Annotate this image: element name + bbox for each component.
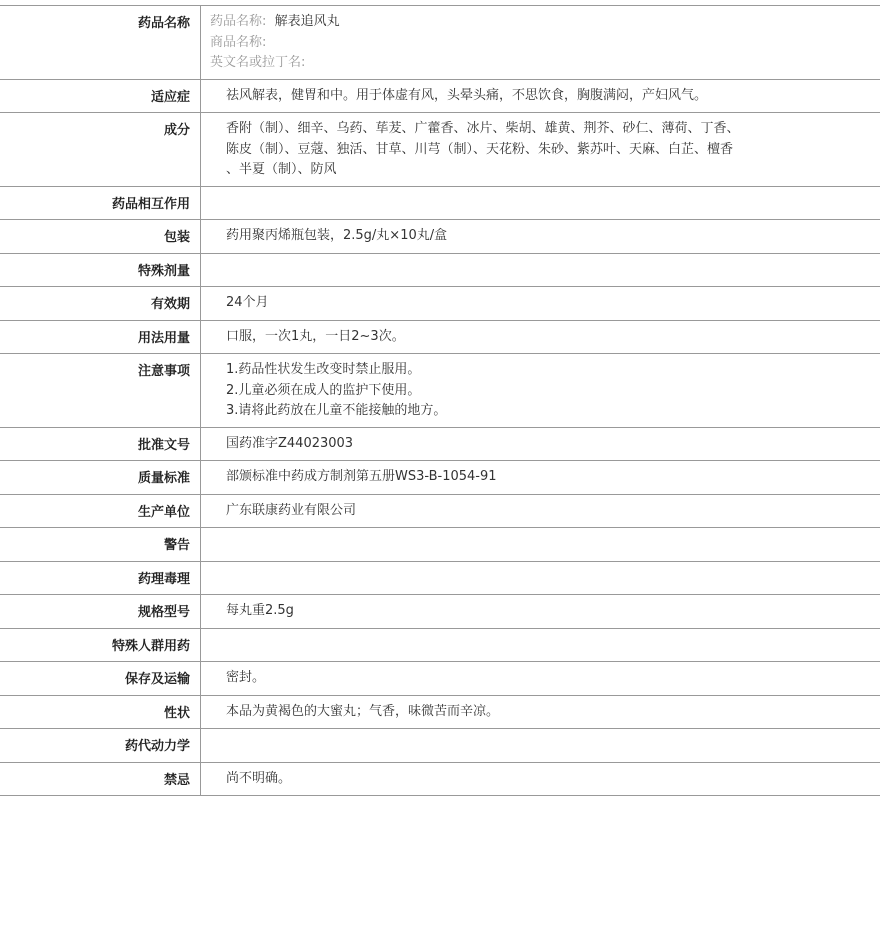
spec-label: 特殊剂量 xyxy=(0,253,201,287)
spec-label: 药理毒理 xyxy=(0,561,201,595)
spec-label: 质量标准 xyxy=(0,461,201,495)
spec-row xyxy=(0,494,880,528)
spec-value xyxy=(201,461,880,495)
spec-label: 药品名称 xyxy=(0,6,201,80)
spec-row xyxy=(0,287,880,321)
value-line: 尚不明确。 xyxy=(226,769,880,790)
value-line: 、半夏（制）、防风 xyxy=(226,160,880,181)
value-line: 本品为黄褐色的大蜜丸；气香，味微苦而辛凉。 xyxy=(226,702,880,723)
spec-value xyxy=(201,253,880,287)
spec-value xyxy=(201,695,880,729)
value-line: 密封。 xyxy=(226,668,880,689)
spec-value xyxy=(201,729,880,763)
spec-value xyxy=(201,113,880,187)
spec-label: 药代动力学 xyxy=(0,729,201,763)
name-line xyxy=(210,12,880,33)
spec-value xyxy=(201,6,880,80)
spec-value xyxy=(201,561,880,595)
spec-label: 药品相互作用 xyxy=(0,186,201,220)
spec-row xyxy=(0,628,880,662)
value-line: 3.请将此药放在儿童不能接触的地方。 xyxy=(226,401,880,422)
spec-value xyxy=(201,628,880,662)
spec-row xyxy=(0,320,880,354)
spec-value xyxy=(201,287,880,321)
spec-value xyxy=(201,186,880,220)
spec-value xyxy=(201,354,880,428)
spec-label: 包装 xyxy=(0,220,201,254)
spec-row xyxy=(0,729,880,763)
spec-label: 性状 xyxy=(0,695,201,729)
spec-row xyxy=(0,561,880,595)
spec-table-body xyxy=(0,6,880,796)
value-line: 部颁标准中药成方制剂第五册WS3-B-1054-91 xyxy=(226,467,880,488)
name-line xyxy=(210,33,880,54)
name-field-label: 商品名称: xyxy=(210,35,266,50)
spec-row xyxy=(0,253,880,287)
spec-row xyxy=(0,113,880,187)
spec-label: 规格型号 xyxy=(0,595,201,629)
value-line: 药用聚丙烯瓶包装，2.5g/丸×10丸/盒 xyxy=(226,226,880,247)
spec-value xyxy=(201,220,880,254)
spec-row xyxy=(0,186,880,220)
spec-row xyxy=(0,427,880,461)
spec-label: 生产单位 xyxy=(0,494,201,528)
value-line: 香附（制）、细辛、乌药、荜茇、广藿香、冰片、柴胡、雄黄、荆芥、砂仁、薄荷、丁香、 xyxy=(226,119,880,140)
spec-label: 适应症 xyxy=(0,79,201,113)
spec-row xyxy=(0,695,880,729)
name-field-value: 解表追风丸 xyxy=(275,14,340,29)
spec-value xyxy=(201,494,880,528)
value-line: 口服，一次1丸，一日2~3次。 xyxy=(226,327,880,348)
spec-row xyxy=(0,220,880,254)
spec-label: 成分 xyxy=(0,113,201,187)
value-line: 陈皮（制）、豆蔻、独活、甘草、川芎（制）、天花粉、朱砂、紫苏叶、天麻、白芷、檀香 xyxy=(226,140,880,161)
spec-label: 注意事项 xyxy=(0,354,201,428)
value-line: 1.药品性状发生改变时禁止服用。 xyxy=(226,360,880,381)
spec-row xyxy=(0,762,880,796)
name-line xyxy=(210,53,880,74)
spec-label: 警告 xyxy=(0,528,201,562)
value-line: 广东联康药业有限公司 xyxy=(226,501,880,522)
name-field-label: 药品名称: xyxy=(210,14,266,29)
spec-value xyxy=(201,427,880,461)
spec-row xyxy=(0,662,880,696)
spec-label: 禁忌 xyxy=(0,762,201,796)
spec-row xyxy=(0,528,880,562)
value-line: 24个月 xyxy=(226,293,880,314)
value-line: 2.儿童必须在成人的监护下使用。 xyxy=(226,381,880,402)
spec-label: 保存及运输 xyxy=(0,662,201,696)
value-line: 祛风解表，健胃和中。用于体虚有风，头晕头痛，不思饮食，胸腹满闷，产妇风气。 xyxy=(226,86,880,107)
spec-value xyxy=(201,662,880,696)
spec-row xyxy=(0,79,880,113)
spec-row xyxy=(0,6,880,80)
spec-label: 特殊人群用药 xyxy=(0,628,201,662)
spec-value xyxy=(201,320,880,354)
value-line: 国药准字Z44023003 xyxy=(226,434,880,455)
value-line: 每丸重2.5g xyxy=(226,601,880,622)
drug-spec-table xyxy=(0,5,880,796)
spec-value xyxy=(201,762,880,796)
spec-row xyxy=(0,354,880,428)
spec-value xyxy=(201,79,880,113)
spec-row xyxy=(0,461,880,495)
spec-row xyxy=(0,595,880,629)
spec-label: 批准文号 xyxy=(0,427,201,461)
spec-label: 有效期 xyxy=(0,287,201,321)
spec-label: 用法用量 xyxy=(0,320,201,354)
spec-value xyxy=(201,528,880,562)
name-field-label: 英文名或拉丁名: xyxy=(210,55,305,70)
spec-value xyxy=(201,595,880,629)
